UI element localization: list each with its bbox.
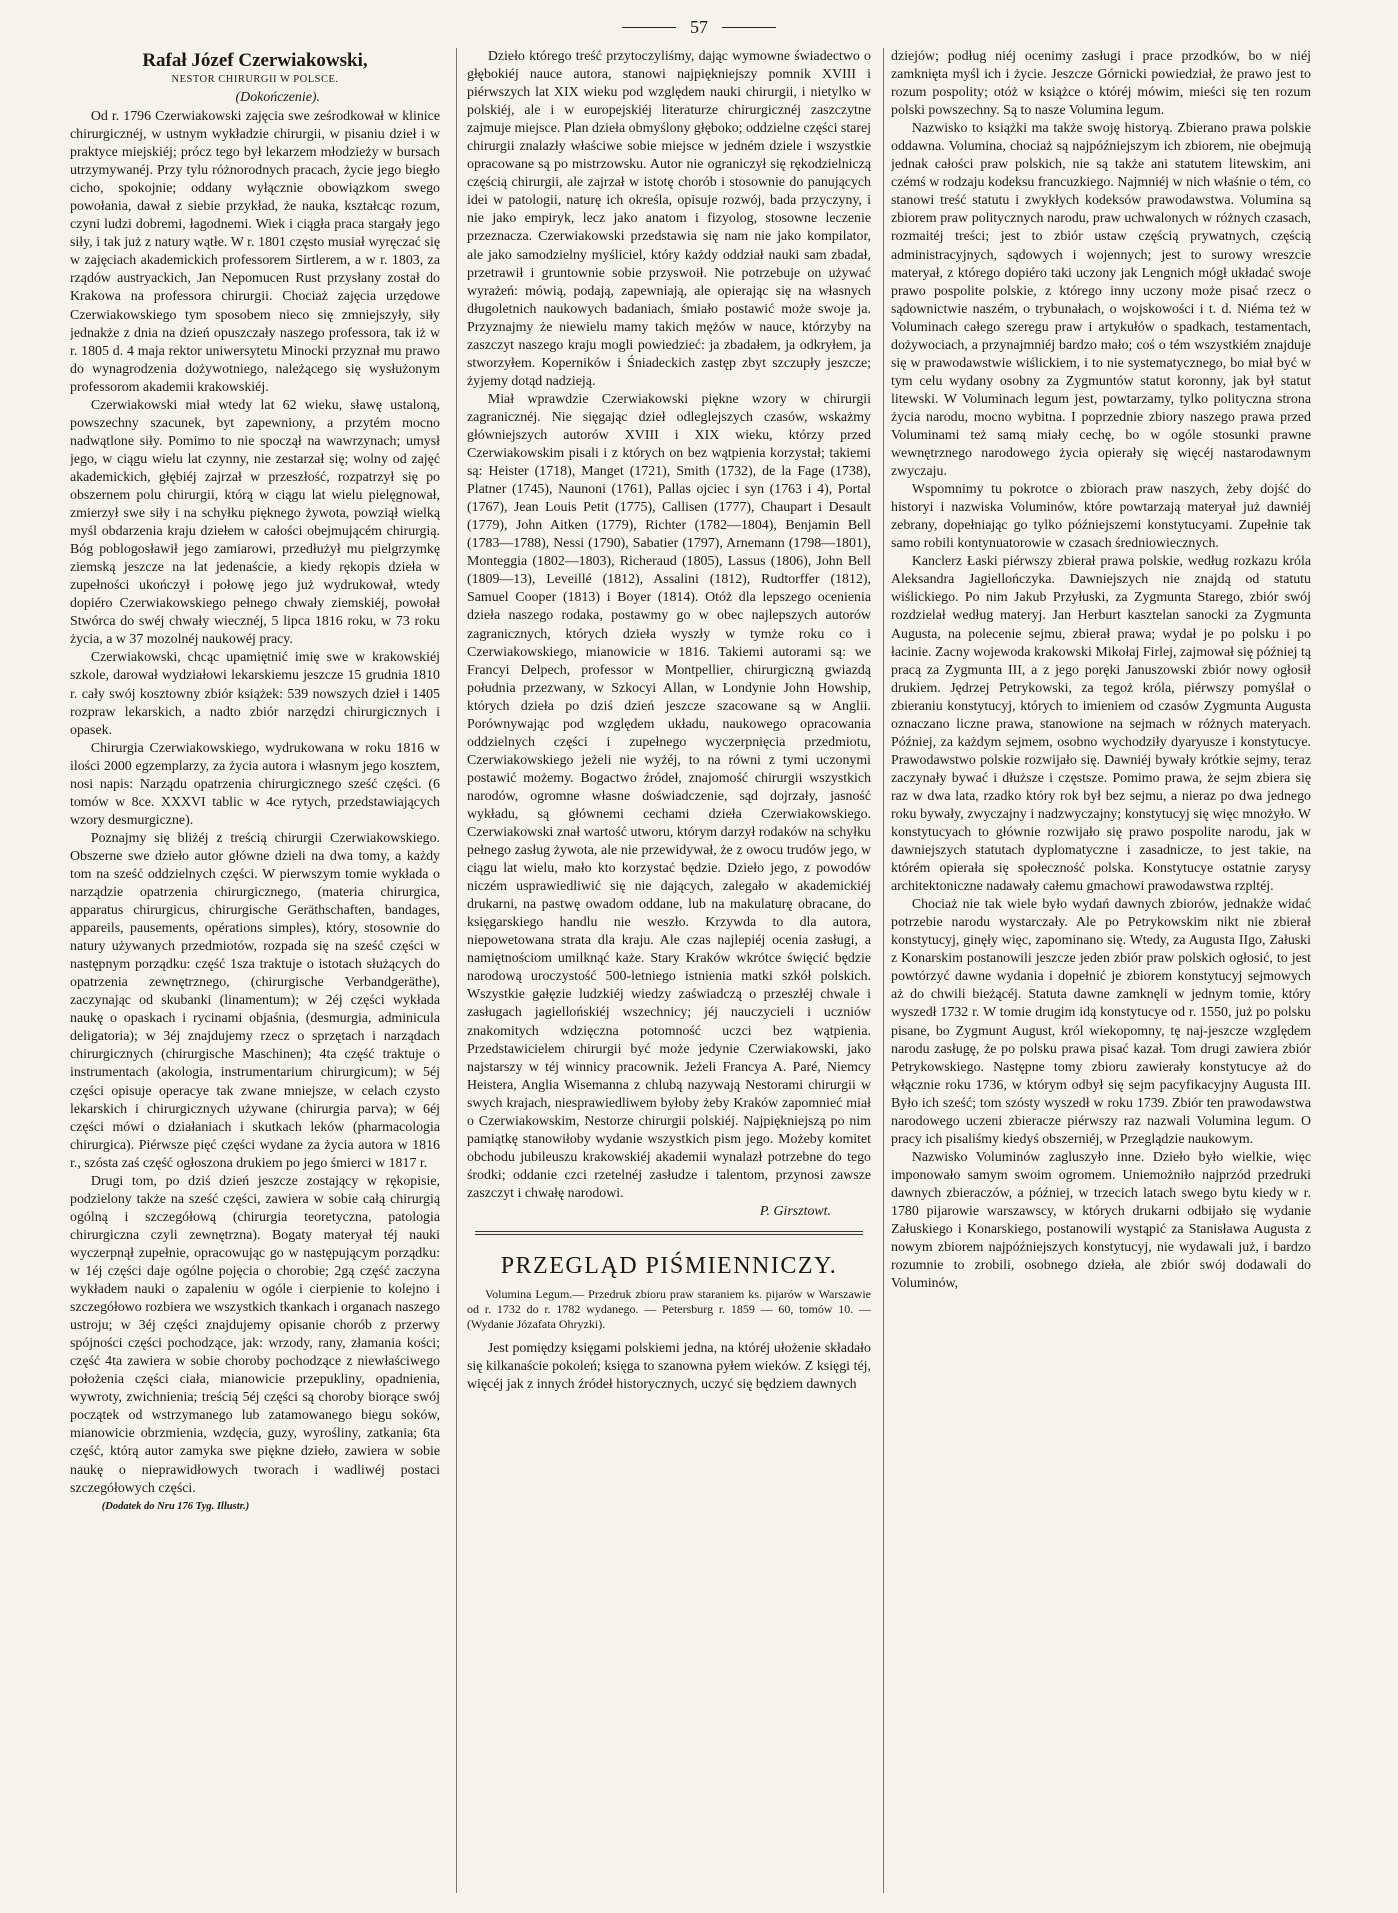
review-reference: Volumina Legum.— Przedruk zbioru praw staraniem ks. pijarów w Warszawie od r. 1732 do r. 1782 wydanego. — Petersburg r. 1859 — 60, tomów 10. — (Wydanie Józafata Ohryzki). (467, 1287, 871, 1332)
paragraph: Czerwiakowski, chcąc upamiętnić imię swe w krakowskiéj szkole, darował wydziałowi lekarskiemu jeszcze 15 grudnia 1810 r. cały swój kosztowny zbiór książek: 539 nowszych dzieł i 1405 rozpraw lekarskich, a nadto zbiór narzędzi chirurgicznych i opasek. (70, 650, 440, 738)
header-rule-left (622, 27, 676, 28)
paragraph: Jest pomiędzy księgami polskiemi jedna, na któréj ułożenie składało się kilkanaście pokoleń; księga to szanowna pyłem wieków. Z księgi téj, więcéj jak z innych źródeł historycznych, uczyć się będziem dawnych (467, 1341, 871, 1393)
column-left (70, 48, 440, 1905)
column-middle (467, 48, 871, 1905)
paragraph: dziejów; podług niéj ocenimy zasługi i prace przodków, bo w niéj zamknięta myśl ich i życie. Jeszcze Górnicki powiedział, że prawo jest to rozum pospolity; otóż w książce o któréj mówim, mieści się ten rozum polski powszechny. Są to nasze Volumina legum. (891, 49, 1311, 119)
article-title: Rafał Józef Czerwiakowski, (142, 50, 368, 71)
paragraph: Czerwiakowski miał wtedy lat 62 wieku, sławę ustaloną, powszechny szacunek, byt zapewniony, a przytém mocno nadwątlone siły. Pomimo to nie spoczął na wawrzynach; umysł jego, w ciągu wielu lat czynny, nie zestarzał się; wolny od zajęć akademickich, głębiéj zajrzał w przeszłość, rozpatrzył się po obszernem polu chirurgii, którą w ciągu lat wielu pielęgnował, zmierzył swe siły i na schyłku pięknego żywota, powziął wielką myśl obdarzenia kraju dziełem w całości obejmującém chirurgią. Bóg poblogosławił jego zamiarowi, przedłużył mu pielgrzymkę ziemską jeszcze na lat jedenaście, a kiedy rękopis dzieła w zupełności ukończył i połowę jego już wydrukował, wtedy dopiéro Czerwiakowskiego pełnego chwały ziemskiéj, powołał Stwórca do swéj chwały wiecznéj, 5 lipca 1816 roku, w 73 roku życia, a w 37 mozolnéj naukowéj pracy. (70, 397, 440, 648)
column-divider (456, 48, 457, 1893)
author-signature: P. Girsztowt. (759, 1204, 831, 1219)
article-subtitle: NESTOR CHIRURGII W POLSCE. (171, 74, 339, 85)
column-right (891, 48, 1311, 1905)
paragraph: Dzieło którego treść przytoczyliśmy, dając wymowne świadectwo o głębokiéj nauce autora, stanowi najpiękniejszy pomnik XVIII i piérwszych lat XIX wieku pod względem nauki chirurgii, i nietylko w polskiéj, ale i w europejskiéj literaturze chirurgicznéj zaszczytne zajmuje miejsce. Plan dzieła obmyślony głęboko; oddzielne części starej chirurgii znalazły właściwe sobie miejsce w jedném dziele i wszystkie opracowane są po mistrzowsku. Autor nie ograniczył się rękodzielniczą częścią chirurgii, ale zajrzał w istotę chorób i stosownie do panujących idei w patologii, naturę ich określa, opisuje rozwój, bada przyczyny, i nie jako empiryk, lecz jako anatom i fizyolog, stosowne leczenie przeznacza. Czerwiakowski przedstawia się nam nie jako kompilator, ale jako samodzielny myśliciel, który każdy oddział nauki sam zbadał, przetrawił i gruntownie sobie przyswoił. Nie potrzebuje on używać wyrażeń: mówią, podają, zapewniają, ale opierając się na własnych długoletnich naukowych badaniach, śmiało postawić może swoje ja. Przyznajmy że niewielu mamy takich mężów w nauce, którzyby na zaszczyt naszego kraju mogli powiedzieć: ja zbadałem, ja odkryłem, ja stworzyłem. Koperników i Śniadeckich zastęp zbyt szczupły jeszcze; żyjemy dotąd nadzieją. (467, 49, 871, 389)
article-continuation: (Dokończenie). (235, 90, 320, 105)
paragraph: Chociaż nie tak wiele było wydań dawnych zbiorów, jednakże widać potrzebie narodu wystarczały. Ale po Petrykowskim nikt nie zbierał konstytucyj, ginęły więc, zapominano się. Wtedy, za Augusta IIgo, Załuski z Konarskim postanowili jeszcze jeden zbiór praw polskich ogłosić, to jest powtórzyć dawne wydania i dopełnić je zbiorem konstytucyj sejmowych aż do chwili bieżącéj. Statuta dawne zamknęli w jednym tomie, który wyszedł 1732 r. W tomie drugim idą konstytucye od r. 1550, już po polsku pisane, bo Zygmunt August, król wiekopomny, tę naj-jeszcze względem narodu zasługę, że po polsku prawa pisać kazał. Tom drugi zawiera zbiór Petrykowskiego. Następne tomy zbioru zawierały konstytucye aż do włącznie roku 1736, w którym odbył się sejm pacyfikacyjny Augusta III. Było ich sześć; tom szósty wyszedł w roku 1739. Zbiór ten prawodawstwa narodowego uczeni zbieracze piérwszy raz nazwali Volumina legum. O pracy ich pisaliśmy kiedyś obszerniéj, w Przeglądzie naukowym. (891, 897, 1311, 1147)
column-divider (883, 48, 884, 1893)
paragraph: Nazwisko Voluminów zagluszyło inne. Dzieło było wielkie, więc imponowało samym swoim ogromem. Uniemożniło najprzód przedruki dawnych zbieraczów, a później, w trzecich latach swego bytu kiedy w r. 1780 pijarowie warszawscy, w których drukarni odbijało się wydanie Załuskiego i Konarskiego, postanowili wystąpić za Stanisława Augusta z nowym zbiorem najpóźniejszych konstytucyj, nie wydawali już, i bardzo rozumnie to zrobili, osobnego dzieła, ale zbiór swój dodawali do Voluminów, (891, 1149, 1311, 1292)
paragraph: Kanclerz Łaski piérwszy zbierał prawa polskie, według rozkazu króla Aleksandra Jagiellończyka. Dawniejszych nie znajdą od statutu wiślickiego. Po nim Jakub Przyłuski, za Zygmunta Starego, zbiór swój rozdzielał według materyj. Jan Herburt kasztelan sanocki za Zygmunta Augusta, na polecenie sejmu, zbierał prawa; wydał je po polsku i po łacinie. Zacny wojewoda krakowski Mikołaj Firlej, zajmował się później tą pracą za Zygmunta III, a z jego poręki Januszowski zbiór nowy ogłosił drukiem. Jędrzej Petrykowski, za tegoż króla, piérwszy pomyślał o zbieraniu konstytucyj, których to imieniem od czasów Zygmunta Augusta oznaczano liczne prawa, stanowione na sejmach w różnych materyach. Później, za każdym sejmem, osobno wychodziły dyaryusze i konstytucye. Prawodawstwo polskie rozwijało się. Dawniéj bywały krótkie sejmy, teraz zaczynały bywać i dłuższe i częstsze. Pomimo prawa, że sejm zbiera się raz w dwa lata, rzadko który rok był bez sejmu, a nieraz po dwa jednego roku bywały, zwyczajny i nadzwyczajny; konstytucyj się więc mnożyło. W konstytucyach to głównie rozwijało się prawo pospolite narodu, jak w dawniejszych statutach dyplomatyczne i zasadnicze, to jest takie, na którém opierała się społeczność polska. Konstytucye ostatnie zarysy architektoniczne nadawały całemu gmachowi prawodawstwa rzpltéj. (891, 554, 1311, 895)
paragraph: Poznajmy się bliżéj z treścią chirurgii Czerwiakowskiego. Obszerne swe dzieło autor główne dzieli na dwa tomy, a każdy tom na sześć oddzielnych części. W pierwszym tomie wykłada o narządzie opatrzenia chirurgicznego, (materia chirurgica, apparatus chirurgicus, chirurgische Geräthschaften, bandages, appareils, pausements, opérations simples), który, stosownie do natury używanych przedmiotów, rozpada się na sześć części w następnym porządku: część 1sza traktuje o istotach służących do opatrzenia zewnętrznego, (chirurgische Verbandgeräthe), zaczynając od skubanki (linamentum); w 2éj części wykłada naukę o opaskach i rycinami objaśnia, (desmurgia, adminicula deligatoria); w 3éj znajdujemy rzecz o sprzętach i narządach chirurgicznych (chirurgische Maschinen); 4ta część traktuje o instrumentach (akologia, instrumentarium chirurgicum); w 5éj części opisuje operacye tak zwane mniejsze, w celach czysto lekarskich i chirurgicznych używane (chirurgia parva); w 6éj części mówi o działaniach i skutkach leków (pharmacologia chirurgica). Piérwsze pięć części wydane za życia autora w 1816 r., szósta zaś część ogłoszona drukiem po jego śmierci w 1817 r. (70, 830, 440, 1171)
separator (475, 1234, 863, 1235)
paragraph: Nazwisko to książki ma także swoję historyą. Zbierano prawa polskie oddawna. Volumina, chociaż są najpóźniejszym ich zbiorem, nie obejmują jednak całości praw polskich, nie są także ani statutem litewskim, ani czémś w rodzaju kodeksu francuzkiego. Najmniéj w nich właśnie o tém, co stanowi treść statutu i zwykłych kodeksów prawodawstwa. Volumina są zbiorem praw politycznych narodu, praw uchwalonych w różnych czasach, rozmaitéj treści; jest to zbiór ustaw częścią prywatnych, częścią administracyjnych, sądowych i wojennych; jest to surowy wreszcie materyał, z którego dopiéro taki uczony jak Lengnich mógł układać swoje prawo pospolite polskie, z którego inny uczony może pisać rzecz o sądownictwie naszém, o trybunałach, o wojskowości i t. d. Niéma też w Voluminach całego szeregu praw i artykułów o spadkach, testamentach, dożywociach, a przynajmniéj bardzo mało; coś o tém wszystkiém znajduje się w prawodawstwie wiślickiem, i to nie systematycznego, bo miał być w tym celu wydany osobny za Zygmuntów statut koronny, jak był statut litewski. W Voluminach legum jest, powtarzamy, tylko polityczna strona życia narodu, mocno wybitna. I poprzednie zbiory naszego prawa przed Voluminami też samą miały cechę, bo w ogóle stosunki prawne wewnętrznego narodowego życia opierały się więcéj nastarodawnym zwyczaju. (891, 121, 1311, 480)
footnote: (Dodatek do Nru 176 Tyg. Illustr.) (101, 1500, 250, 1512)
paragraph: Miał wprawdzie Czerwiakowski piękne wzory w chirurgii zagranicznéj. Nie sięgając dzieł odleglejszych czasów, wskażmy główniejszych autorów XVIII i XIX wieku, którzy przed Czerwiakowskim pisali i z których on bez wątpienia korzystał; takiemi są: Heister (1718), Manget (1721), Smith (1732), de la Fage (1738), Platner (1745), Naunoni (1761), Pallas ojciec i syn (1763 i 4), Portal (1767), Jean Louis Petit (1775), Callisen (1777), Chaupart i Desault (1779), John Aitken (1779), Richter (1782—1804), Benjamin Bell (1783—1788), Nessi (1790), Sabatier (1797), Arnemann (1798—1801), Monteggia (1802—1803), Richeraud (1805), Lassus (1806), John Bell (1809—13), Leveillé (1812), Assalini (1812), Rudtorffer (1812), Samuel Cooper (1813) i Boyer (1814). Otóż dla lepszego ocenienia dzieła naszego rodaka, postawmy go w obec najlepszych autorów zagranicznych, których dzieła wyszły w tymże roku co i Czerwiakowskiego, mianowicie w 1816. Takiemi autorami są: we Francyi Delpech, professor w Montpellier, chirurgiczną gwiazdą południa przezwany, w Szkocyi Allan, w Londynie John Howship, których dzieła po dziś dzień jeszcze szacowane są w Anglii. Porównywając pod względem układu, naukowego opracowania oddzielnych części i zupełnego wyczerpnięcia przedmiotu, Czerwiakowskiego jeżeli nie wyżéj, to na równi z tymi uczonymi postawić możemy. Bogactwo źródeł, znajomość chirurgii wszystkich narodów, ogromne własne doświadczenie, sąd dojrzały, jasność wykładu, są głównemi cechami dzieła Czerwiakowskiego. Czerwiakowski znał wartość utworu, którym darzył rodaków na schyłku pełnego zasług żywota, ale nie przewidywał, że z owocu trudów jego, w ciągu lat wielu, mało kto korzystać będzie. Dzieło jego, z powodów niczém usprawiedliwić się nie dających, zalegało w akademickiéj drukarni, na pastwę owadom oddane, lub na makulaturę obracane, do księgarskiego handlu nie weszło. Krzywda to dla autora, niepowetowana strata dla kraju. Ale czas najlepiéj ocenia zasługi, a namiętnościom umilknąć każe. Stary Kraków wkrótce święcić będzie narodową uroczystość 500-letniego istnienia matki szkół polskich. Wszystkie gałęzie ludzkiéj wiedzy zaświadczą o przeszłéj chwale i zasługach jagiellońskiéj wszechnicy; jéj nauczycieli i uczniów znakomitych wdzięczna potomność uczci bez wątpienia. Przedstawicielem chirurgii być może jedynie Czerwiakowski, jako najstarszy w téj winnicy pracownik. Jeżeli Francya A. Paré, Niemcy Heistera, Anglia Wisemanna z chlubą nazywają Nestorami chirurgii w swych krajach, niesprawiedliwem byłoby żeby Kraków zapomnieć miał o Czerwiakowskim, Nestorze chirurgii polskiéj. Najpiękniejszą po nim pamiątkę stanowiłoby wydanie wszystkich pism jego. Możeby komitet obchodu jubileuszu krakowskiéj akademii wynalazł potrzebne do tego środki; oddanie czci rzetelnéj zasłudze i talentom, przynosi zawsze zaszczyt i chwałę narodowi. (467, 391, 871, 1201)
paragraph: Chirurgia Czerwiakowskiego, wydrukowana w roku 1816 w ilości 2000 egzemplarzy, za życia autora i własnym jego kosztem, nosi napis: Narządu opatrzenia chirurgicznego sześć części. (6 tomów w 8ce. XXXVI tablic w 4ce rytych, przedstawiających wzory desmurgiczne). (70, 740, 440, 828)
separator (475, 1231, 863, 1232)
section-title: PRZEGLĄD PIŚMIENNICZY. (500, 1253, 838, 1280)
paragraph: Od r. 1796 Czerwiakowski zajęcia swe ześrodkował w klinice chirurgicznéj, w ustnym wykładzie chirurgii, w pisaniu dzieł i w praktyce miejskiéj; prócz tego był lekarzem młodzieży w bursach utrzymywanéj. Przy tylu różnorodnych pracach, życie jego biegło cicho, spokojnie; oddany wyłącznie obowiązkom swego powołania, dawał z siebie przykład, że nauka, kształcąc rozum, czyni ludzi dobremi, łagodnemi. Wiek i ciągła praca stargały jego siły, i tak już z natury wątłe. W r. 1801 często musiał wyręczać się w zajęciach akademickich professorem Sirtlerem, a w r. 1803, za rządów austryackich, Jan Nepomucen Rust przysłany został do Krakowa na professora chirurgii. Chociaż zajęcia urzędowe Czerwiakowskiego tym sposobem nieco się zmniejszyły, siły jednakże z dnia na dzień opuszczały naszego professora, tak iż w r. 1805 d. 4 maja rektor uniwersytetu Minocki przyznał mu prawo do wynagrodzenia dożywotniego, należącego się wysłużonym professorom akademii krakowskiéj. (70, 109, 440, 395)
paragraph: Drugi tom, po dziś dzień jeszcze zostający w rękopisie, podzielony także na sześć części, zawiera w sobie całą chirurgią ogólną i szczegółową (chirurgia teoretyczna, patologia chirurgiczna czyli zewnętrzna). Bogaty materyał téj nauki wyczerpnął zupełnie, opracowując go w następującym porządku: w 1éj części daje ogólne pojęcia o chorobie; 2gą część zaczyna wykładem nauki o zapaleniu w ogóle i cierpienie to kolejno i szczegółowo rozbiera we wszystkich tkankach i organach naszego ustroju; w 3éj części znajdujemy opisanie chorób z przerwy spójności części pochodzące, jak: wrzody, rany, złamania kości; część 4ta zawiera w sobie choroby pochodzące z niewłaściwego położenia części ciała, mianowicie przepukliny, opadnienia, wywroty, zwichnienia; treścią 5éj części są choroby biorące swój początek od wstrzymanego lub zatamowanego biegu soków, mianowicie obrzmienia, wzdęcia, guzy, wyrośliny, zatkania; 6ta część, którą autor zamyka swe piękne dzieło, zawiera w sobie naukę o nieprawidłowych tworach i wadliwéj postaci szczegółowych części. (70, 1173, 440, 1496)
header-rule-right (722, 27, 776, 28)
page-header (0, 12, 1398, 42)
page-number: 57 (690, 16, 708, 37)
paragraph: Wspomnimy tu pokrotce o zbiorach praw naszych, żeby dojść do historyi i nazwiska Voluminów, które powtarzają materyał już dawniéj zebrany, dopełniając go tylko późniejszemi konstytucyami. Zupełnie tak samo robili kontynuatorowie w czasach średniowiecznych. (891, 482, 1311, 552)
